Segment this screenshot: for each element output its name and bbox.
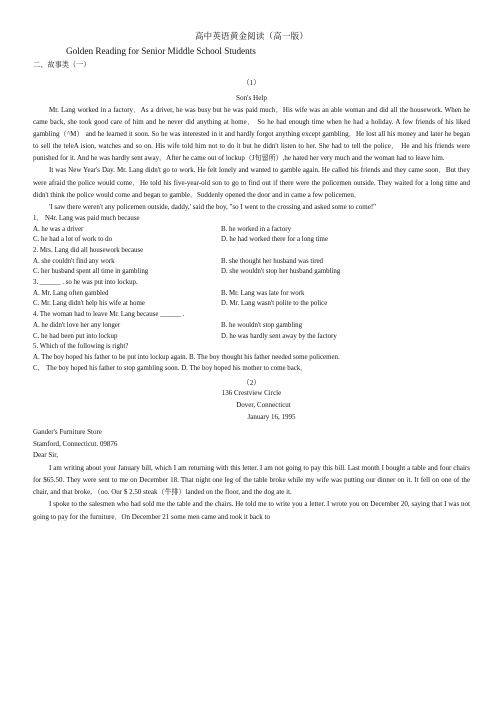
story-1-title: Son's Help xyxy=(235,94,268,102)
story-1-paragraph: It was New Year's Day. Mr. Lang didn't go to work. He felt lonely and wanted to gamble again. He called his friends and they came soon．But they were afraid the police would come．He told his five-year-old son to go to find out if there were the policemen outside. They waited for a long time and didn't think the police would come and began to gamble．Suddenly opened the door and in came a few policemen． xyxy=(33,166,470,199)
salutation: Dear Sir, xyxy=(33,451,58,460)
document-title: 高中英语黄金阅读（高一版） xyxy=(194,31,309,41)
option: B. she thought her husband was tired xyxy=(221,257,324,265)
question-5-options-cd: C． The boy hoped his father to stop gambling soon. D. The boy hoped his mother to come back． xyxy=(33,364,308,372)
story-2-number: （2） xyxy=(242,379,261,388)
story-1-paragraph: 'I saw there weren't any policemen outside, daddy,' said the boy, "so I went to the crossing and asked some to come!" xyxy=(49,202,377,211)
question-2-options-ab xyxy=(33,257,470,268)
option: C. he had been put into lockup xyxy=(33,332,118,340)
document-subtitle: Golden Reading for Senior Middle School Students xyxy=(66,46,256,56)
question-4-options-ab xyxy=(33,321,470,332)
question-3: 3. ______ . so he was put into lockup. xyxy=(33,279,138,287)
option: C. Mr. Lang didn't help his wife at home xyxy=(33,300,145,308)
question-1: 1． N4r. Lang was paid much because xyxy=(33,214,140,222)
option: B. Mr. Lang was late for work xyxy=(221,289,305,297)
option: D. Mr. Lang wasn't polite to the police xyxy=(221,300,328,308)
question-2-options-cd xyxy=(33,267,470,278)
option: D. she wouldn't stop her husband gambling xyxy=(221,268,341,276)
option: D. he had worked there for a long time xyxy=(221,236,328,244)
option: D. he was hardly sent away by the factory xyxy=(221,332,337,340)
option: B. he wouldn't stop gambling xyxy=(221,321,303,329)
recipient-name: Gander's Furniture Store xyxy=(33,427,102,436)
question-4-options-cd xyxy=(33,332,470,343)
option: A. she couldn't find any work xyxy=(33,257,115,265)
question-5-options-ab: A. The boy hoped his father to be put into lockup again. B. The boy thought his father needed some policemen. xyxy=(33,353,340,361)
sender-address-line: Dover, Connecticut xyxy=(236,401,291,410)
question-2: 2. Mrs. Lang did all housework because xyxy=(33,246,144,254)
option: A. he was a driver xyxy=(33,225,84,233)
question-3-options-cd xyxy=(33,299,470,310)
question-5: 5. Which of the following is right? xyxy=(33,343,129,351)
letter-paragraph: I spoke to the salesmen who had sold me the table and the chairs. He told me to write you a letter. I wrote you on December 20, saying that I was not going to pay for the furniture．On December 21 some men came and took it back to xyxy=(33,500,470,521)
option: C. he had a lot of work to do xyxy=(33,236,113,244)
question-3-options-ab xyxy=(33,289,470,300)
option: A. Mr. Lang often gambled xyxy=(33,289,109,297)
recipient-address: Stamford, Connecticut. 09876 xyxy=(33,439,118,448)
question-1-options-ab xyxy=(33,225,470,236)
question-1-options-cd xyxy=(33,235,470,246)
story-1-paragraph: Mr. Lang worked in a factory．As a driver, he was busy but he was paid much．His wife was an able woman and did all the housework. When he came back, she took good care of him and he never did anything at home． So he had enough time when he had a holiday. A few friends of his liked gambling（^M） and he learned it soon. So he was interested in it and hardly forgot anything except gambling．He lost all his money and later he began to sell the teleA ision, watches and so on. His wife told him not to do it but he didn't listen to her. She had to tell the police． He and his friends were punished for it. And he was hardly sent away．After he came out of lockup（J旬留所）,he hated her very much and the woman had to leave him. xyxy=(33,106,470,163)
option: B. he worked in a factory xyxy=(221,225,292,233)
question-block xyxy=(33,214,470,375)
section-heading: 二、故事类（一） xyxy=(33,61,91,69)
question-4: 4. The woman had to leave Mr. Lang because ______ . xyxy=(33,311,185,319)
sender-address-line: 136 Crestview Circle xyxy=(221,389,282,398)
letter-paragraph: I am writing about your January bill, which I am returning with this letter. I am not going to pay this bill. Last month I bought a table and four chairs for $65.50. They were sent to me on December 18. That night one leg of the table broke while my wife was putting our dinner on it. It fell on one of the chair, and that broke, （oo. Our $ 2.50 steak（牛排）landed on the floor, and the dog ate it. xyxy=(33,464,470,497)
option: C. her husband spent all time in gambling xyxy=(33,268,149,276)
letter-date: January 16, 1995 xyxy=(247,412,296,421)
option: A. he didn't love her any longer xyxy=(33,321,121,329)
story-1-number: （1） xyxy=(242,79,261,87)
